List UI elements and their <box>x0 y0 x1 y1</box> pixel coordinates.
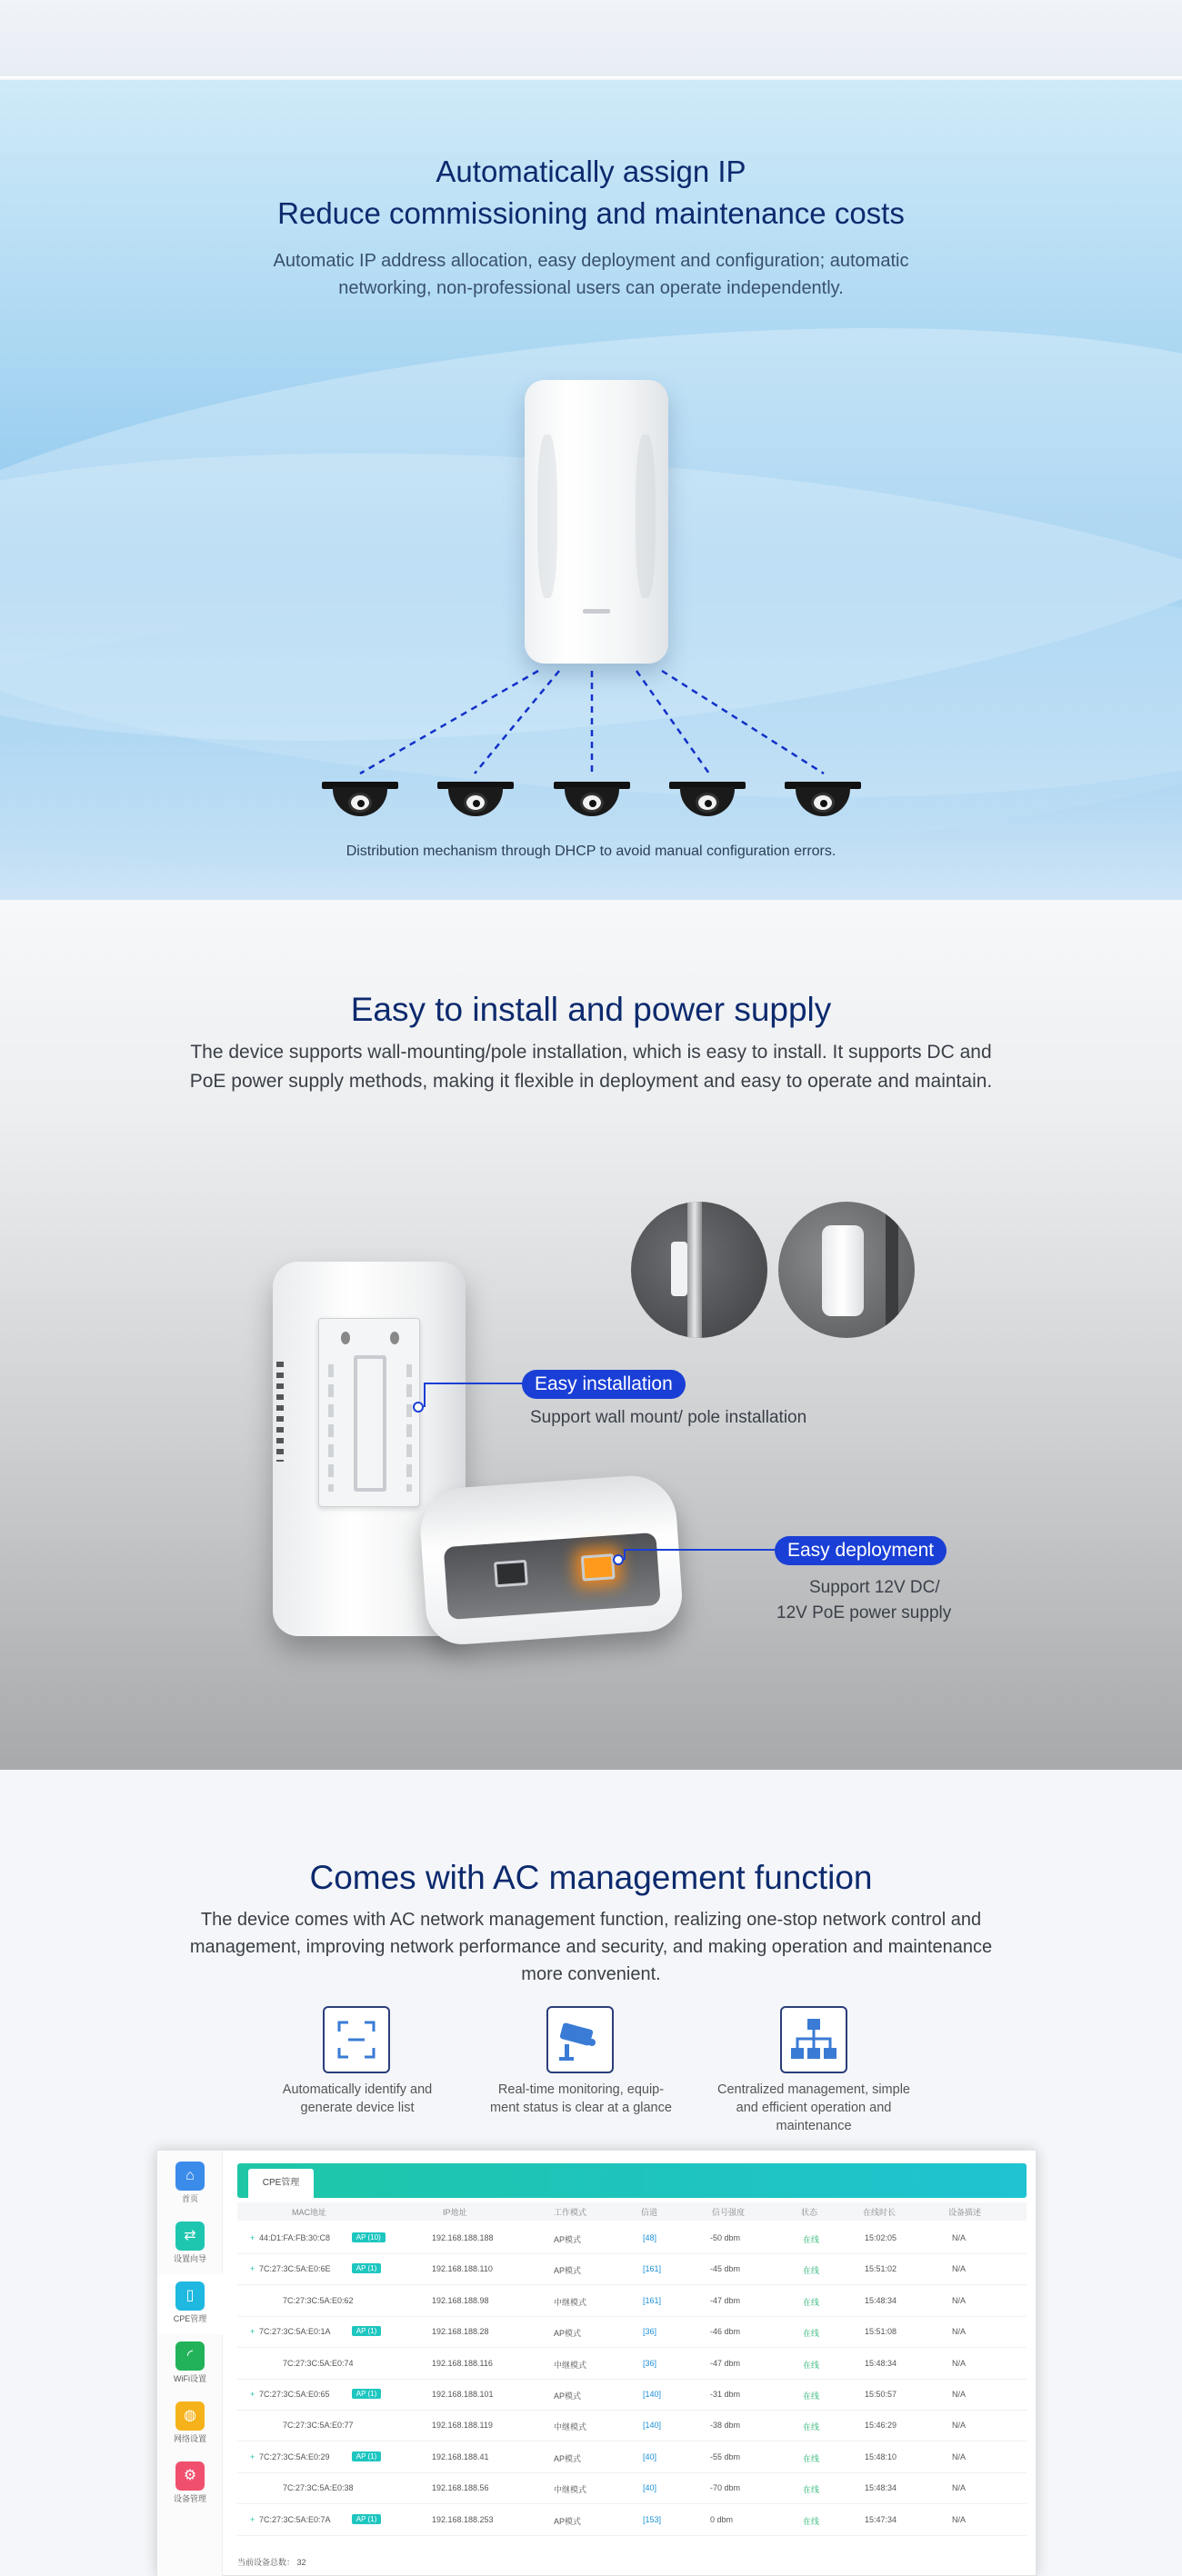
deploy-callout-line <box>624 1549 776 1551</box>
install-callout-dot <box>413 1402 424 1413</box>
install-desc-line1: The device supports wall-mounting/pole installation, which is easy to install. It supports DC and <box>190 1042 992 1063</box>
cell-desc: N/A <box>952 2233 967 2242</box>
sidebar-item-wizard[interactable]: ⇄ 设置向导 <box>157 2214 223 2274</box>
install-label: Easy installation <box>522 1370 686 1399</box>
cell-ip: 192.168.188.56 <box>432 2483 489 2493</box>
cell-mode: 中继模式 <box>554 2485 587 2495</box>
cell-mac: 7C:27:3C:5A:E0:65 <box>259 2390 330 2399</box>
cell-mac: 7C:27:3C:5A:E0:1A <box>259 2327 331 2337</box>
cell-badge: AP (10) <box>352 2232 386 2242</box>
install-desc-line2: PoE power supply methods, making it flexible in deployment and easy to operate and maintain. <box>189 1071 993 1092</box>
cell-desc: N/A <box>952 2264 967 2274</box>
cell-plus[interactable]: + <box>250 2233 255 2242</box>
cell-desc: N/A <box>952 2295 967 2305</box>
sidebar-item-device[interactable]: ⚙ 设备管理 <box>157 2454 223 2514</box>
cell-st: 在线 <box>803 2235 820 2244</box>
cell-st: 在线 <box>803 2329 820 2339</box>
cell-st: 在线 <box>803 2422 820 2432</box>
cell-ip: 192.168.188.41 <box>432 2451 489 2461</box>
cell-ch: [40] <box>643 2451 657 2461</box>
install-note: Support wall mount/ pole installation <box>530 1408 807 1427</box>
table-row[interactable] <box>237 2254 1027 2285</box>
cell-badge: AP (1) <box>352 2389 382 2399</box>
device-bottom-view <box>417 1473 684 1646</box>
cell-sig: 0 dbm <box>710 2514 734 2524</box>
table-row[interactable] <box>237 2349 1027 2380</box>
table-row[interactable] <box>237 2442 1027 2473</box>
cell-plus[interactable]: + <box>250 2327 255 2337</box>
device-count: 当前设备总数： 32 <box>237 2558 306 2567</box>
table-row[interactable] <box>237 2286 1027 2317</box>
cell-time: 15:48:10 <box>865 2451 897 2461</box>
deploy-note-line2: 12V PoE power supply <box>776 1603 952 1622</box>
dhcp-caption: Distribution mechanism through DHCP to avoid manual configuration errors. <box>346 844 836 859</box>
feature-text-1: Automatically identify and generate device list <box>282 2082 433 2115</box>
cell-mac: 7C:27:3C:5A:E0:29 <box>259 2451 330 2461</box>
home-icon: ⌂ <box>175 2162 205 2191</box>
camera-icon <box>322 782 398 822</box>
cell-desc: N/A <box>952 2390 967 2399</box>
section-title-line1: Automatically assign IP <box>436 155 746 188</box>
cell-ch: [161] <box>643 2295 662 2305</box>
cell-ip: 192.168.188.110 <box>432 2264 493 2274</box>
cell-ch: [153] <box>643 2514 662 2524</box>
cell-badge: AP (1) <box>352 2451 382 2461</box>
cell-st: 在线 <box>803 2266 820 2276</box>
cell-ip: 192.168.188.28 <box>432 2327 489 2337</box>
cell-mac: 7C:27:3C:5A:E0:38 <box>283 2483 354 2493</box>
cell-mode: AP模式 <box>554 2329 582 2339</box>
cell-mode: 中继模式 <box>554 2422 587 2432</box>
cell-plus[interactable]: + <box>250 2451 255 2461</box>
cell-mode: 中继模式 <box>554 2360 587 2370</box>
management-ui <box>156 2150 1037 2576</box>
table-row[interactable] <box>237 2505 1027 2536</box>
cell-time: 15:48:34 <box>865 2483 897 2493</box>
cell-plus[interactable]: + <box>250 2514 255 2524</box>
table-row[interactable] <box>237 2473 1027 2504</box>
cell-st: 在线 <box>803 2516 820 2526</box>
cell-desc: N/A <box>952 2483 967 2493</box>
sliders-icon: ⚙ <box>175 2461 205 2491</box>
cell-ip: 192.168.188.116 <box>432 2358 493 2368</box>
section-subtitle-line1: Automatic IP address allocation, easy deployment and configuration; automatic <box>273 251 909 271</box>
cpe-icon: ▯ <box>175 2281 205 2311</box>
cell-time: 15:51:02 <box>865 2264 897 2274</box>
ac-title: Comes with AC management function <box>309 1859 873 1896</box>
cell-mac: 7C:27:3C:5A:E0:6E <box>259 2264 331 2274</box>
cell-sig: -70 dbm <box>710 2483 741 2493</box>
cell-mode: AP模式 <box>554 2453 582 2463</box>
cell-ch: [36] <box>643 2327 657 2337</box>
camera-icon <box>785 782 861 822</box>
sidebar-item-network[interactable]: ◍ 网络设置 <box>157 2394 223 2454</box>
cell-badge: AP (1) <box>352 2263 382 2273</box>
cell-st: 在线 <box>803 2391 820 2401</box>
cell-sig: -50 dbm <box>710 2233 741 2242</box>
cell-mac: 7C:27:3C:5A:E0:7A <box>259 2514 331 2524</box>
cell-ch: [48] <box>643 2233 657 2242</box>
install-callout-line <box>424 1383 524 1384</box>
camera-icon <box>437 782 514 822</box>
cell-time: 15:50:57 <box>865 2390 897 2399</box>
cell-mac: 7C:27:3C:5A:E0:62 <box>283 2295 354 2305</box>
cell-st: 在线 <box>803 2453 820 2463</box>
globe-icon: ◍ <box>175 2401 205 2431</box>
cell-ch: [36] <box>643 2358 657 2368</box>
cell-st: 在线 <box>803 2360 820 2370</box>
cell-mode: 中继模式 <box>554 2297 587 2307</box>
cell-mode: AP模式 <box>554 2235 582 2244</box>
cell-mac: 7C:27:3C:5A:E0:74 <box>283 2358 354 2368</box>
cell-mac: 44:D1:FA:FB:30:C8 <box>259 2233 331 2242</box>
cell-sig: -55 dbm <box>710 2451 741 2461</box>
dhcp-line <box>360 671 538 774</box>
section-subtitle-line2: networking, non-professional users can operate independently. <box>338 278 844 298</box>
cell-sig: -38 dbm <box>710 2421 741 2431</box>
deploy-callout-dot <box>613 1554 624 1565</box>
pole-mount-photo <box>631 1202 767 1338</box>
cell-sig: -46 dbm <box>710 2327 741 2337</box>
wifi-icon: ◜ <box>175 2341 205 2371</box>
table-row[interactable] <box>237 2223 1027 2254</box>
cell-plus[interactable]: + <box>250 2264 255 2274</box>
feature-text-3: Centralized management, simple and efficient operation and maintenance <box>717 2082 910 2133</box>
cell-ip: 192.168.188.101 <box>432 2390 494 2399</box>
cell-ch: [140] <box>643 2421 662 2431</box>
poe-port <box>581 1553 616 1581</box>
cell-ip: 192.168.188.253 <box>432 2514 494 2524</box>
table-row[interactable] <box>237 2411 1027 2441</box>
cell-ip: 192.168.188.98 <box>432 2295 489 2305</box>
dhcp-line <box>475 671 559 774</box>
cell-sig: -31 dbm <box>710 2390 741 2399</box>
install-title: Easy to install and power supply <box>350 991 832 1028</box>
ac-desc-line2: management, improving network performance and security, and making operation and maintenance <box>189 1937 993 1957</box>
cell-sig: -47 dbm <box>710 2295 741 2305</box>
cell-ch: [161] <box>643 2264 662 2274</box>
cell-plus[interactable]: + <box>250 2390 255 2399</box>
sidebar <box>157 2151 223 2576</box>
table-row[interactable] <box>237 2380 1027 2411</box>
table-row[interactable] <box>237 2317 1027 2348</box>
tab-cpe[interactable]: CPE管理 <box>248 2169 314 2198</box>
wall-mount-photo <box>778 1202 915 1338</box>
section-title-line2: Reduce commissioning and maintenance costs <box>277 196 905 230</box>
deploy-note-line1: Support 12V DC/ <box>809 1578 940 1597</box>
cell-mode: AP模式 <box>554 2516 582 2526</box>
sidebar-item-home[interactable]: ⌂ 首页 <box>157 2154 223 2214</box>
ethernet-port <box>494 1560 528 1587</box>
install-section <box>0 900 1182 1770</box>
cell-st: 在线 <box>803 2485 820 2495</box>
auto-ip-section <box>0 80 1182 900</box>
cell-time: 15:46:29 <box>865 2421 897 2431</box>
cell-time: 15:02:05 <box>865 2233 897 2242</box>
sidebar-item-wifi[interactable]: ◜ WiFi设置 <box>157 2334 223 2394</box>
top-strip <box>0 0 1182 78</box>
cell-sig: -45 dbm <box>710 2264 741 2274</box>
cell-desc: N/A <box>952 2514 967 2524</box>
camera-icon <box>669 782 746 822</box>
cell-time: 15:51:08 <box>865 2327 897 2337</box>
cell-desc: N/A <box>952 2327 967 2337</box>
ac-desc-line3: more convenient. <box>521 1964 661 1984</box>
deploy-label: Easy deployment <box>775 1536 947 1565</box>
cell-mode: AP模式 <box>554 2391 582 2401</box>
camera-icon <box>554 782 630 822</box>
feature-text-2: Real-time monitoring, equip- ment status is clear at a glance <box>490 2082 672 2115</box>
install-callout-line <box>424 1383 426 1407</box>
camera-icon <box>546 2006 614 2073</box>
cell-ch: [140] <box>643 2390 662 2399</box>
mounting-bracket <box>318 1318 420 1507</box>
scan-icon <box>323 2006 390 2073</box>
cell-ip: 192.168.188.188 <box>432 2233 494 2242</box>
top-bar <box>237 2163 1027 2198</box>
cell-mode: AP模式 <box>554 2266 582 2276</box>
sidebar-item-cpe[interactable]: ▯ CPE管理 <box>157 2274 223 2334</box>
cell-mac: 7C:27:3C:5A:E0:77 <box>283 2421 354 2431</box>
network-icon <box>780 2006 847 2073</box>
cell-ch: [40] <box>643 2483 657 2493</box>
cell-badge: AP (1) <box>352 2514 382 2524</box>
table-header: MAC地址 IP地址 工作模式 信道 信号强度 状态 在线时长 设备描述 <box>237 2202 1027 2221</box>
cell-desc: N/A <box>952 2421 967 2431</box>
cell-desc: N/A <box>952 2451 967 2461</box>
cell-desc: N/A <box>952 2358 967 2368</box>
dhcp-line <box>636 671 709 774</box>
cell-time: 15:48:34 <box>865 2295 897 2305</box>
cell-time: 15:47:34 <box>865 2514 897 2524</box>
cell-sig: -47 dbm <box>710 2358 741 2368</box>
cell-st: 在线 <box>803 2297 820 2307</box>
dhcp-lines <box>0 80 1182 900</box>
wizard-icon: ⇄ <box>175 2222 205 2251</box>
ac-desc-line1: The device comes with AC network management function, realizing one-stop network control and <box>200 1910 982 1930</box>
cell-ip: 192.168.188.119 <box>432 2421 493 2431</box>
cell-badge: AP (1) <box>352 2326 382 2336</box>
cell-time: 15:48:34 <box>865 2358 897 2368</box>
dhcp-line <box>662 671 824 774</box>
